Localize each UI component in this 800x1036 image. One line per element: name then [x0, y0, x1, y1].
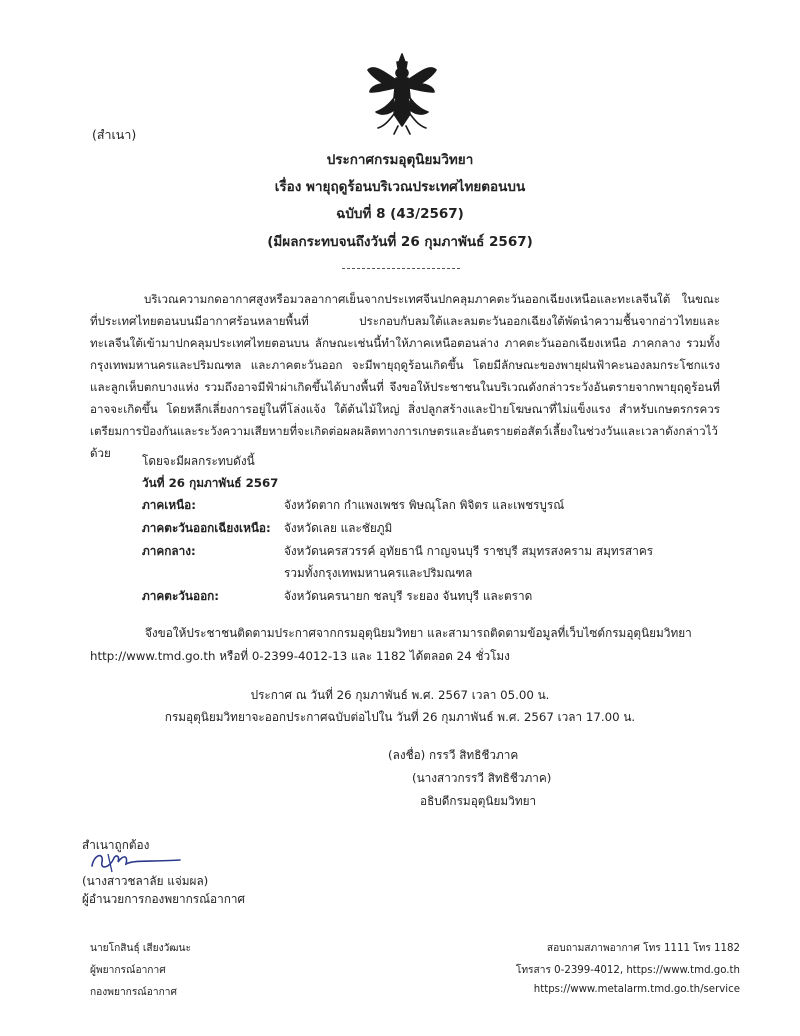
footer-right-line: สอบถามสภาพอากาศ โทร 1111 โทร 1182: [546, 943, 740, 954]
region-provinces: จังหวัดนครนายก ชลบุรี ระยอง จันทบุรี และตราด: [284, 589, 533, 603]
footer-right-line[interactable]: https://www.metalarm.tmd.go.th/service: [533, 984, 740, 995]
body-paragraph: [90, 288, 720, 464]
effects-intro: [142, 452, 255, 470]
announcement-effective: (มีผลกระทบจนถึงวันที่ 26 กุมภาพันธ์ 2567): [267, 234, 533, 250]
garuda-emblem: [364, 52, 440, 136]
footer-left-line: ผู้พยากรณ์อากาศ: [90, 965, 166, 976]
announcement-subject: เรื่อง พายุฤดูร้อนบริเวณประเทศไทยตอนบน: [274, 179, 526, 195]
announcement-number: ฉบับที่ 8 (43/2567): [336, 206, 464, 222]
region-provinces: จังหวัดนครสวรรค์ อุทัยธานี กาญจนบุรี ราชบุรี สมุทรสงคราม สมุทรสาคร: [284, 544, 654, 558]
copy-mark: (สำเนา): [92, 127, 137, 142]
signer-title: อธิบดีกรมอุตุนิยมวิทยา: [420, 794, 537, 808]
region-provinces: จังหวัดเลย และชัยภูมิ: [284, 521, 393, 535]
footer-right-line[interactable]: โทรสาร 0-2399-4012, https://www.tmd.go.th: [515, 965, 740, 976]
certifier-name: (นางสาวชลาลัย แจ่มผล): [82, 874, 209, 888]
region-label: ภาคตะวันออก:: [142, 589, 220, 603]
signed-name: (ลงชื่อ) กรรวี สิทธิชีวภาค: [388, 748, 519, 762]
footer-left-line: กองพยากรณ์อากาศ: [90, 987, 177, 998]
follow-line-2: http://www.tmd.go.th หรือที่ 0-2399-4012-13 และ 1182 ได้ตลอด 24 ชั่วโมง: [90, 649, 510, 663]
region-provinces-continued: รวมทั้งกรุงเทพมหานครและปริมณฑล: [284, 566, 473, 580]
effects-date-text: วันที่ 26 กุมภาพันธ์ 2567: [142, 476, 279, 490]
certifier-title: ผู้อำนวยการกองพยากรณ์อากาศ: [82, 892, 246, 906]
announce-date: ประกาศ ณ วันที่ 26 กุมภาพันธ์ พ.ศ. 2567 เวลา 05.00 น.: [250, 688, 550, 702]
region-label: ภาคกลาง:: [142, 544, 196, 558]
effects-date: [142, 474, 278, 492]
announcement-title: ประกาศกรมอุตุนิยมวิทยา: [326, 152, 474, 168]
body-paragraph-text: บริเวณความกดอากาศสูงหรือมวลอากาศเย็นจากประเทศจีนปกคลุมภาคตะวันออกเฉียงเหนือและทะเลจีนใต้ ในขณะที่ประเทศไทยตอนบนมีอากาศร้อนหลายพื้นที่ ประกอบกับลมใต้และลมตะวันออกเฉียงใต้พัดนำความชื้นจากอ่าวไทยและทะเลจีนใต้เข้ามาปกคลุมประเทศไทยตอนบน ลักษณะเช่นนี้ทำให้ภาคเหนือตอนล่าง ภาคตะวันออกเฉียงเหนือ ภาคกลาง รวมทั้งกรุงเทพมหานครและปริมณฑล และภาคตะวันออก จะมีพายุฤดูร้อนเกิดขึ้น โดยมีลักษณะของพายุฝนฟ้าคะนองลมกระโชกแรงและลูกเห็บตกบางแห่ง รวมถึงอาจมีฟ้าผ่าเกิดขึ้นได้บางพื้นที่ จึงขอให้ประชาชนในบริเวณดังกล่าวระวังอันตรายจากพายุฤดูร้อนที่อาจจะเกิดขึ้น โดยหลีกเลี่ยงการอยู่ในที่โล่งแจ้ง ใต้ต้นไม้ใหญ่ สิ่งปลูกสร้างและป้ายโฆษณาที่ไม่แข็งแรง สำหรับเกษตรกรควรเตรียมการป้องกันและระวังความเสียหายที่จะเกิดต่อผลผลิตทางการเกษตรและอันตรายต่อสัตว์เลี้ยงในช่วงวันและเวลาดังกล่าวไว้ด้วย: [90, 292, 720, 460]
signer-full-name: (นางสาวกรรวี สิทธิชีวภาค): [412, 771, 552, 785]
region-provinces: จังหวัดตาก กำแพงเพชร พิษณุโลก พิจิตร และเพชรบูรณ์: [284, 498, 565, 512]
region-label: ภาคตะวันออกเฉียงเหนือ:: [142, 521, 271, 535]
footer-left-line: นายโกสินธุ์ เสียงวัฒนะ: [90, 943, 191, 954]
effects-intro-text: โดยจะมีผลกระทบดังนี้: [142, 454, 255, 468]
follow-line-1: จึงขอให้ประชาชนติดตามประกาศจากกรมอุตุนิยมวิทยา และสามารถติดตามข้อมูลที่เว็บไซต์กรมอุตุนิยมวิทยา: [145, 626, 692, 640]
region-label: ภาคเหนือ:: [142, 498, 196, 512]
separator: [342, 268, 460, 269]
certify-label: สำเนาถูกต้อง: [82, 838, 150, 852]
next-announce: กรมอุตุนิยมวิทยาจะออกประกาศฉบับต่อไปใน วันที่ 26 กุมภาพันธ์ พ.ศ. 2567 เวลา 17.00 น.: [164, 710, 636, 724]
